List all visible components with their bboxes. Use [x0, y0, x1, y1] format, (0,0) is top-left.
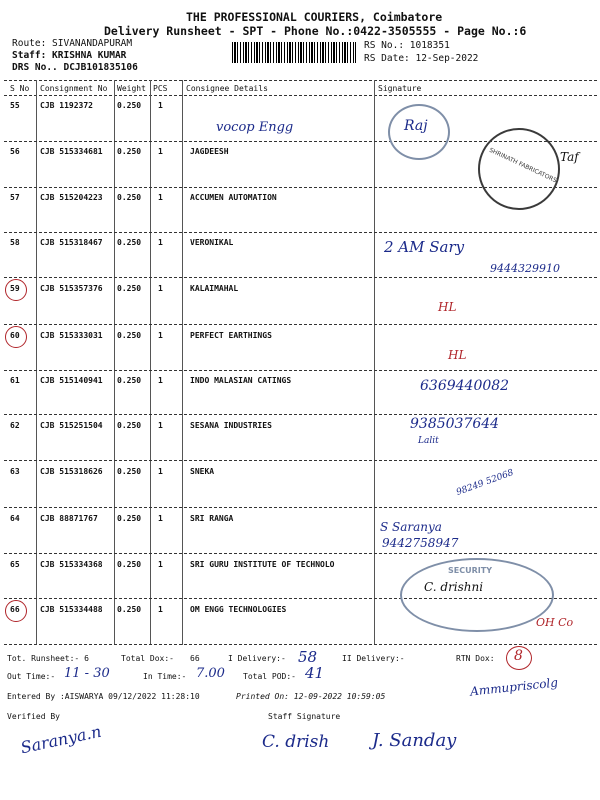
row-sno: 65 — [10, 560, 20, 569]
row-rule — [4, 370, 597, 371]
row-weight: 0.250 — [117, 605, 142, 614]
row-consignment-no: CJB 1192372 — [40, 101, 93, 110]
route-label: Route: SIVANANDAPURAM — [12, 38, 133, 49]
row-pcs: 1 — [158, 467, 163, 476]
hw-row55-name: vocop Engg — [216, 120, 294, 135]
total-pod-value: 41 — [305, 664, 325, 682]
row-consignee: OM ENGG TECHNOLOGIES — [190, 605, 287, 614]
row-weight: 0.250 — [117, 514, 142, 523]
row-consignment-no: CJB 515357376 — [40, 284, 103, 293]
row-consignment-no: CJB 515318626 — [40, 467, 103, 476]
row-consignment-no: CJB 515334368 — [40, 560, 103, 569]
hw-row59-note: HL — [438, 300, 457, 314]
row-pcs: 1 — [158, 376, 163, 385]
row-consignee: KALAIMAHAL — [190, 284, 239, 293]
row-consignee: PERFECT EARTHINGS — [190, 331, 272, 340]
tot-runsheet: Tot. Runsheet:- 6 — [7, 654, 89, 663]
col-pcs: PCS — [153, 84, 168, 93]
row-sno: 66 — [10, 605, 20, 614]
sno-circle-66 — [5, 600, 27, 622]
row-pcs: 1 — [158, 514, 163, 523]
row-pcs: 1 — [158, 284, 163, 293]
row-weight: 0.250 — [117, 560, 142, 569]
entered-by: Entered By :AISWARYA 09/12/2022 11:28:10 — [7, 692, 200, 701]
hw-row63-num: 98249 52068 — [455, 468, 516, 498]
printed-on: Printed On: 12-09-2022 10:59:05 — [236, 692, 386, 701]
col-divider-4 — [182, 80, 183, 645]
hw-footer-sig2: J. Sanday — [372, 730, 457, 751]
row-sno: 58 — [10, 238, 20, 247]
row-consignee: SESANA INDUSTRIES — [190, 421, 272, 430]
hw-row64-name: S Saranya — [380, 520, 442, 534]
hw-row61-phone: 6369440082 — [420, 378, 510, 394]
row-consignment-no: CJB 515334681 — [40, 147, 103, 156]
row-consignee: SNEKA — [190, 467, 215, 476]
hw-footer-sig1: Ammupriscolg — [469, 675, 559, 699]
col-consignment: Consignment No — [40, 84, 108, 93]
row-consignee: INDO MALASIAN CATINGS — [190, 376, 292, 385]
row-rule — [4, 232, 597, 233]
row-consignment-no: CJB 515334488 — [40, 605, 103, 614]
sno-circle-59 — [5, 279, 27, 301]
col-divider-2 — [114, 80, 115, 645]
row-pcs: 1 — [158, 193, 163, 202]
row-consignment-no: CJB 515251504 — [40, 421, 103, 430]
header-top-rule — [4, 80, 597, 81]
row-sno: 56 — [10, 147, 20, 156]
total-dox-label: Total Dox:- — [121, 654, 174, 663]
col-weight: Weight — [117, 84, 146, 93]
in-time-label: In Time:- — [143, 672, 187, 681]
row-consignment-no: CJB 515204223 — [40, 193, 103, 202]
title-line-1: THE PROFESSIONAL COURIERS, Coimbatore — [186, 10, 443, 24]
row-pcs: 1 — [158, 421, 163, 430]
i-delivery-label: I Delivery:- — [228, 654, 286, 663]
rtn-dox-label: RTN Dox: — [456, 654, 495, 663]
row-rule — [4, 324, 597, 325]
row-consignee: ACCUMEN AUTOMATION — [190, 193, 277, 202]
verified-by: Verified By — [7, 712, 60, 721]
row-consignee: SRI GURU INSTITUTE OF TECHNOLO — [190, 560, 335, 569]
row-consignment-no: CJB 88871767 — [40, 514, 98, 523]
row-weight: 0.250 — [117, 467, 142, 476]
i-delivery-value: 58 — [298, 648, 318, 666]
hw-row56-sig: Taf — [560, 150, 579, 164]
row-consignee: SRI RANGA — [190, 514, 234, 523]
title-line-2: Delivery Runsheet - SPT - Phone No.:0422-3505555 - Page No.:6 — [104, 24, 527, 38]
hw-row55-sig: Raj — [404, 118, 428, 134]
staff-signature: Staff Signature — [268, 712, 341, 721]
row-pcs: 1 — [158, 605, 163, 614]
row-consignment-no: CJB 515318467 — [40, 238, 103, 247]
col-divider-1 — [36, 80, 37, 645]
rs-date: RS Date: 12-Sep-2022 — [364, 53, 479, 64]
hw-row60-note: HL — [448, 348, 467, 362]
rs-no: RS No.: 1018351 — [364, 40, 450, 51]
row-sno: 59 — [10, 284, 20, 293]
row-weight: 0.250 — [117, 147, 142, 156]
col-signature: Signature — [378, 84, 422, 93]
hw-row58-sig: 2 AM Sary — [384, 238, 465, 256]
row-consignee: VERONIKAL — [190, 238, 234, 247]
hw-row65-sig: C. drishni — [424, 580, 484, 594]
col-sno: S No — [10, 84, 30, 93]
row-pcs: 1 — [158, 147, 163, 156]
hw-row58-phone: 9444329910 — [490, 262, 560, 275]
row-pcs: 1 — [158, 101, 163, 110]
table-bottom-rule — [4, 644, 597, 645]
row-weight: 0.250 — [117, 421, 142, 430]
row-pcs: 1 — [158, 560, 163, 569]
rtn-dox-value: 8 — [514, 648, 523, 664]
row-sno: 62 — [10, 421, 20, 430]
stamp-row65-text: SECURITY — [448, 566, 492, 575]
row-sno: 60 — [10, 331, 20, 340]
row-sno: 64 — [10, 514, 20, 523]
row-sno: 57 — [10, 193, 20, 202]
stamp-row56-text: SHRINATH FABRICATORS — [487, 146, 558, 185]
hw-row62-phone: 9385037644 — [410, 416, 500, 432]
row-weight: 0.250 — [117, 238, 142, 247]
header-bottom-rule — [4, 95, 597, 96]
row-rule — [4, 553, 597, 554]
row-consignment-no: CJB 515140941 — [40, 376, 103, 385]
hw-staff-sig: C. drish — [262, 732, 330, 752]
staff-label: Staff: KRISHNA KUMAR — [12, 50, 127, 61]
row-weight: 0.250 — [117, 331, 142, 340]
row-rule — [4, 277, 597, 278]
col-divider-5 — [374, 80, 375, 645]
hw-verified-sig: Saranya.n — [18, 721, 104, 758]
stamp-row65 — [400, 558, 554, 632]
row-rule — [4, 460, 597, 461]
hw-row64-phone: 9442758947 — [382, 536, 459, 550]
row-consignment-no: CJB 515333031 — [40, 331, 103, 340]
row-weight: 0.250 — [117, 376, 142, 385]
col-divider-3 — [150, 80, 151, 645]
row-sno: 61 — [10, 376, 20, 385]
row-rule — [4, 507, 597, 508]
row-pcs: 1 — [158, 331, 163, 340]
row-sno: 63 — [10, 467, 20, 476]
out-time-label: Out Time:- — [7, 672, 56, 681]
col-consignee: Consignee Details — [186, 84, 268, 93]
row-sno: 55 — [10, 101, 20, 110]
total-pod-label: Total POD:- — [243, 672, 296, 681]
hw-row66-note: OH Co — [536, 616, 574, 629]
row-consignee: JAGDEESH — [190, 147, 229, 156]
barcode — [232, 42, 356, 63]
ii-delivery-label: II Delivery:- — [342, 654, 405, 663]
sno-circle-60 — [5, 326, 27, 348]
drs-label: DRS No.. DCJB101835106 — [12, 62, 138, 73]
stamp-row56 — [478, 128, 560, 210]
in-time-value: 7.00 — [196, 666, 225, 681]
row-weight: 0.250 — [117, 101, 142, 110]
row-rule — [4, 414, 597, 415]
row-weight: 0.250 — [117, 284, 142, 293]
total-dox-value: 66 — [190, 654, 200, 663]
out-time-value: 11 - 30 — [64, 666, 110, 681]
row-pcs: 1 — [158, 238, 163, 247]
row-weight: 0.250 — [117, 193, 142, 202]
hw-row62-sig: Lalit — [418, 436, 439, 446]
